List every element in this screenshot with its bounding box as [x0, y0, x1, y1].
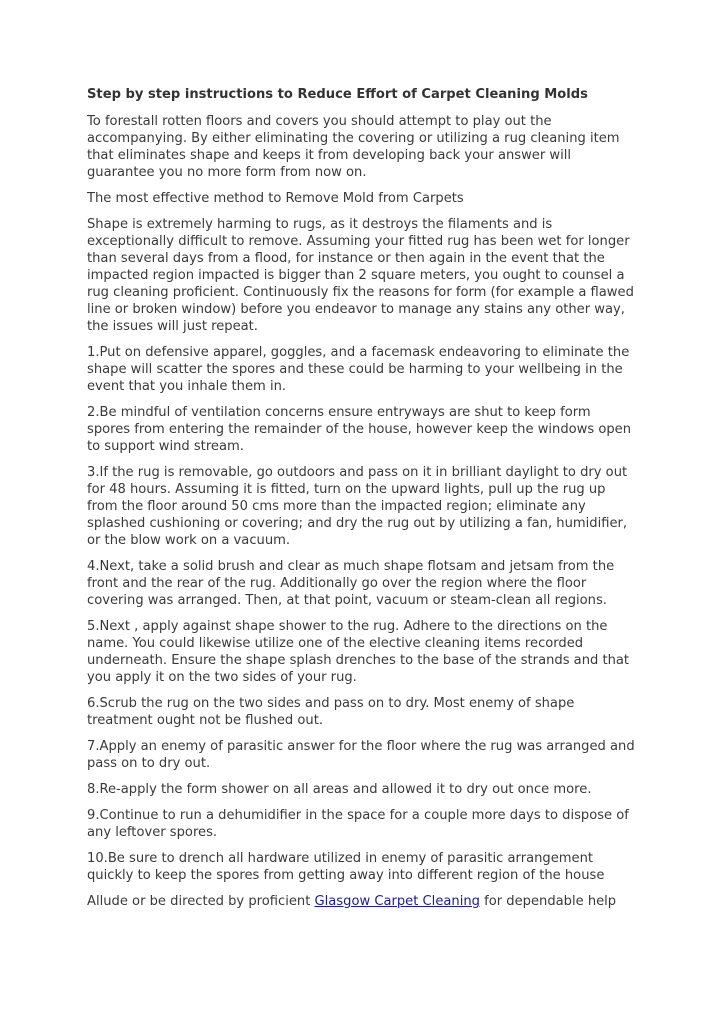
- closing-text-after: for dependable help: [479, 894, 617, 909]
- document-title: Step by step instructions to Reduce Effort of Carpet Cleaning Molds: [87, 87, 588, 102]
- step-1-paragraph: 1.Put on defensive apparel, goggles, and a facemask endeavoring to eliminate the shape will scatter the spores and these could be harming to your wellbeing in the event that you inhale them in.: [87, 345, 630, 394]
- step-9-paragraph: 9.Continue to run a dehumidifier in the space for a couple more days to dispose of any leftover spores.: [87, 808, 629, 840]
- step-5-paragraph: 5.Next , apply against shape shower to the rug. Adhere to the directions on the name. You could likewise utilize one of the elective cleaning items recorded underneath. Ensure the shape splash drenches to the base of the strands and that you apply it on the two sides of your rug.: [87, 619, 630, 685]
- step-6-paragraph: 6.Scrub the rug on the two sides and pass on to dry. Most enemy of shape treatment ought not be flushed out.: [87, 696, 575, 728]
- step-7-paragraph: 7.Apply an enemy of parasitic answer for the floor where the rug was arranged and pass on to dry out.: [87, 739, 635, 771]
- closing-paragraph: [87, 893, 635, 910]
- document-page: [87, 86, 635, 919]
- section-heading: The most effective method to Remove Mold from Carpets: [87, 191, 464, 206]
- step-2-paragraph: 2.Be mindful of ventilation concerns ensure entryways are shut to keep form spores from entering the remainder of the house, however keep the windows open to support wind stream.: [87, 405, 632, 454]
- body-paragraph: Shape is extremely harming to rugs, as it destroys the filaments and is exceptionally difficult to remove. Assuming your fitted rug has been wet for longer than several days from a flood, for instance or then again in the event that the impacted region impacted is bigger than 2 square meters, you ought to counsel a rug cleaning proficient. Continuously fix the reasons for form (for example a flawed line or broken window) before you endeavor to manage any stains any other way, the issues will just repeat.: [87, 217, 634, 334]
- step-10-paragraph: 10.Be sure to drench all hardware utilized in enemy of parasitic arrangement quickly to keep the spores from getting away into different region of the house: [87, 851, 605, 883]
- closing-text-before: Allude or be directed by proficient: [87, 894, 315, 909]
- step-3-paragraph: 3.If the rug is removable, go outdoors and pass on it in brilliant daylight to dry out for 48 hours. Assuming it is fitted, turn on the upward lights, pull up the rug up from the floor around 50 cms more than the impacted region; eliminate any splashed cushioning or covering; and dry the rug out by utilizing a fan, humidifier, or the blow work on a vacuum.: [87, 465, 628, 548]
- intro-paragraph: To forestall rotten floors and covers you should attempt to play out the accompanying. By either eliminating the covering or utilizing a rug cleaning item that eliminates shape and keeps it from developing back your answer will guarantee you no more form from now on.: [87, 114, 620, 180]
- step-4-paragraph: 4.Next, take a solid brush and clear as much shape flotsam and jetsam from the front and the rear of the rug. Additionally go over the region where the floor covering was arranged. Then, at that point, vacuum or steam-clean all regions.: [87, 559, 615, 608]
- glasgow-carpet-cleaning-link[interactable]: Glasgow Carpet Cleaning: [314, 894, 480, 909]
- step-8-paragraph: 8.Re-apply the form shower on all areas and allowed it to dry out once more.: [87, 782, 592, 797]
